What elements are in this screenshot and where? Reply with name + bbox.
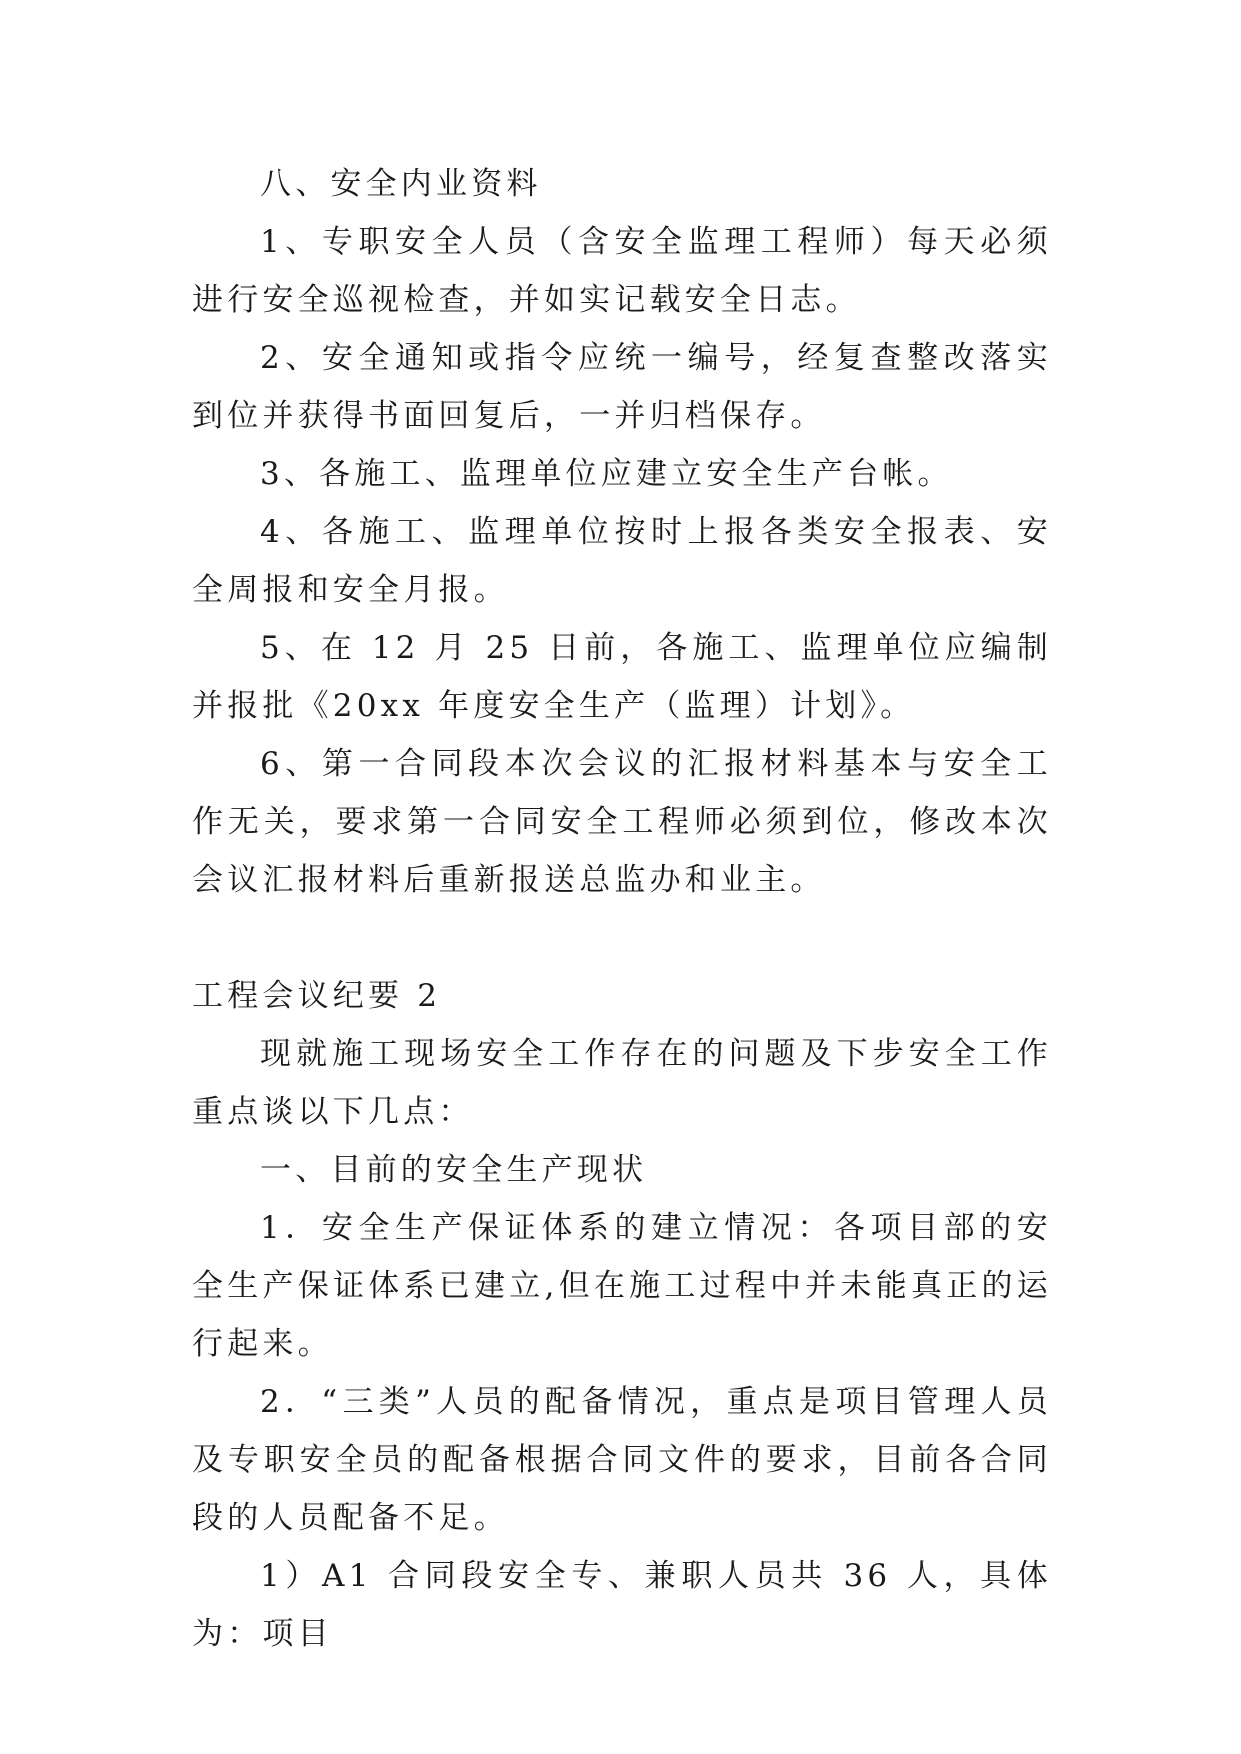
section-intro: 现就施工现场安全工作存在的问题及下步安全工作重点谈以下几点： bbox=[192, 1036, 1052, 1130]
paragraph-item-6: 6、第一合同段本次会议的汇报材料基本与安全工作无关，要求第一合同安全工程师必须到位，修改本次会议汇报材料后重新报送总监办和业主。 bbox=[192, 746, 1052, 898]
paragraph-item-3: 3、各施工、监理单位应建立安全生产台帐。 bbox=[260, 456, 953, 492]
section-title: 工程会议纪要 2 bbox=[192, 978, 442, 1014]
section-heading-current-status: 一、目前的安全生产现状 bbox=[260, 1152, 648, 1188]
document-body bbox=[192, 155, 1052, 1663]
section-point-1: 1．安全生产保证体系的建立情况：各项目部的安全生产保证体系已建立,但在施工过程中并未能真正的运行起来。 bbox=[192, 1210, 1052, 1362]
paragraph-item-5: 5、在 12 月 25 日前，各施工、监理单位应编制并报批《20xx 年度安全生产（监理）计划》。 bbox=[192, 630, 1052, 724]
paragraph-item-4: 4、各施工、监理单位按时上报各类安全报表、安全周报和安全月报。 bbox=[192, 514, 1052, 608]
section-subpoint-1: 1）A1 合同段安全专、兼职人员共 36 人，具体为：项目 bbox=[192, 1558, 1052, 1652]
heading-safety-records: 八、安全内业资料 bbox=[260, 166, 542, 202]
paragraph-item-1: 1、专职安全人员（含安全监理工程师）每天必须进行安全巡视检查，并如实记载安全日志。 bbox=[192, 224, 1052, 318]
paragraph-item-2: 2、安全通知或指令应统一编号，经复查整改落实到位并获得书面回复后，一并归档保存。 bbox=[192, 340, 1052, 434]
section-point-2: 2．“三类”人员的配备情况，重点是项目管理人员及专职安全员的配备根据合同文件的要求，目前各合同段的人员配备不足。 bbox=[192, 1384, 1052, 1536]
section-gap bbox=[192, 909, 1052, 967]
